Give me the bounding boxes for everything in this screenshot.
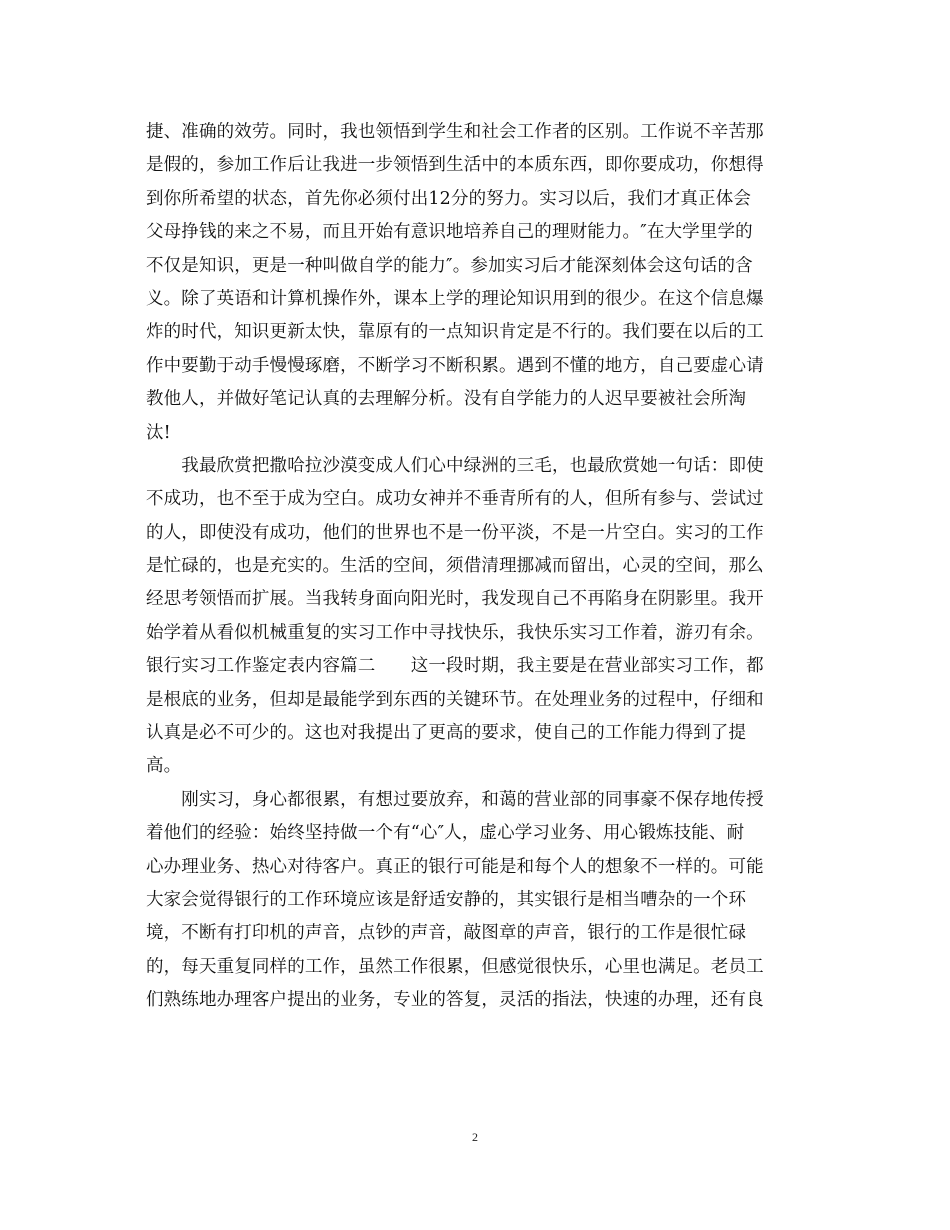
text-line: 境，不断有打印机的声音，点钞的声音，敲图章的声音，银行的工作是很忙碌 bbox=[146, 923, 747, 944]
text-line: 的人，即使没有成功，他们的世界也不是一份平淡，不是一片空白。实习的工作 bbox=[146, 522, 764, 543]
text-line: 是根底的业务，但却是最能学到东西的关键环节。在处理业务的过程中，仔细和 bbox=[146, 689, 764, 710]
text-line: 大家会觉得银行的工作环境应该是舒适安静的，其实银行是相当嘈杂的一个环 bbox=[146, 889, 747, 910]
text-line: 捷、准确的效劳。同时，我也领悟到学生和社会工作者的区别。工作说不辛苦那 bbox=[146, 122, 764, 142]
text-line: 刚实习，身心都很累，有想过要放弃，和蔼的营业部的同事豪不保存地传授 bbox=[146, 789, 764, 810]
text-line: 高。 bbox=[146, 756, 182, 777]
text-line: 到你所希望的状态，首先你必须付出12分的努力。实习以后，我们才真正体会 bbox=[146, 188, 752, 209]
text-line: 义。除了英语和计算机操作外，课本上学的理论知识用到的很少。在这个信息爆 bbox=[146, 288, 764, 309]
text-line: 我最欣赏把撒哈拉沙漠变成人们心中绿洲的三毛，也最欣赏她一句话：即使 bbox=[146, 455, 764, 476]
text-line: 炸的时代，知识更新太快，靠原有的一点知识肯定是不行的。我们要在以后的工 bbox=[146, 322, 764, 343]
text-line: 始学着从看似机械重复的实习工作中寻找快乐，我快乐实习工作着，游刃有余。 bbox=[146, 622, 764, 643]
text-line: 心办理业务、热心对待客户。真正的银行可能是和每个人的想象不一样的。可能 bbox=[146, 856, 764, 877]
text-line: 着他们的经验：始终坚持做一个有“心″人，虚心学习业务、用心锻炼技能、耐 bbox=[146, 823, 745, 844]
body-text bbox=[146, 116, 810, 1018]
text-line: 教他人，并做好笔记认真的去理解分析。没有自学能力的人迟早要被社会所淘 bbox=[146, 389, 747, 410]
text-line: 是忙碌的，也是充实的。生活的空间，须借清理挪减而留出，心灵的空间，那么 bbox=[146, 556, 764, 577]
text-line: 是假的，参加工作后让我进一步领悟到生活中的本质东西，即你要成功，你想得 bbox=[146, 155, 764, 176]
text-line: 们熟练地办理客户提出的业务，专业的答复，灵活的指法，快速的办理，还有良 bbox=[146, 990, 764, 1011]
text-line: 银行实习工作鉴定表内容篇二 这一段时期，我主要是在营业部实习工作，都 bbox=[146, 656, 764, 677]
text-line: 认真是必不可少的。这也对我提出了更高的要求，使自己的工作能力得到了提 bbox=[146, 723, 747, 744]
text-line: 经思考领悟而扩展。当我转身面向阳光时，我发现自己不再陷身在阴影里。我开 bbox=[146, 589, 764, 610]
text-line: 不成功，也不至于成为空白。成功女神并不垂青所有的人，但所有参与、尝试过 bbox=[146, 489, 764, 510]
text-line: 汰! bbox=[146, 422, 171, 443]
text-line: 的，每天重复同样的工作，虽然工作很累，但感觉很快乐，心里也满足。老员工 bbox=[146, 956, 764, 977]
text-line: 不仅是知识，更是一种叫做自学的能力″。参加实习后才能深刻体会这句话的含 bbox=[146, 255, 753, 276]
text-line: 作中要勤于动手慢慢琢磨，不断学习不断积累。遇到不懂的地方，自己要虚心请 bbox=[146, 355, 764, 376]
text-line: 父母挣钱的来之不易，而且开始有意识地培养自己的理财能力。″在大学里学的 bbox=[146, 222, 753, 243]
page-number: 2 bbox=[472, 1130, 478, 1144]
